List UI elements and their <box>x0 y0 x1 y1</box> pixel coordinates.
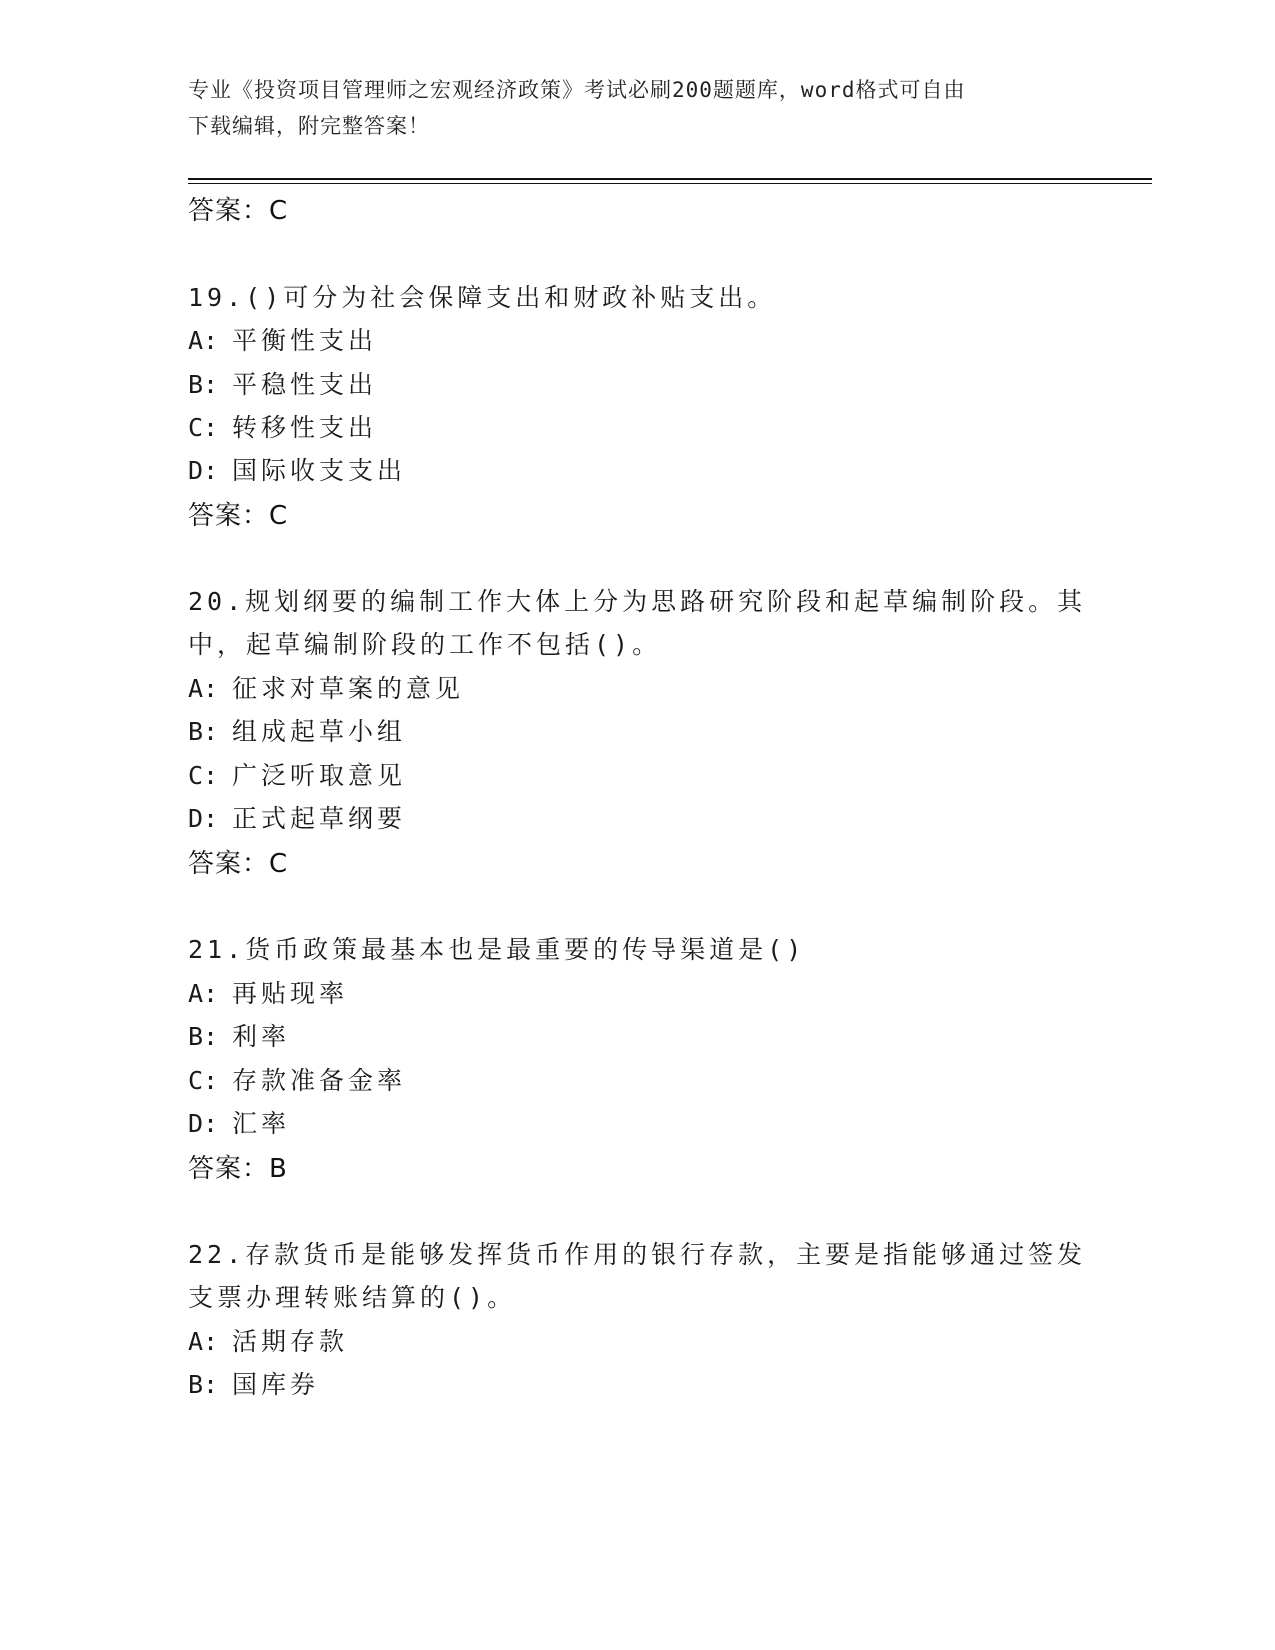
option-text: 再贴现率 <box>232 979 349 1008</box>
option-letter: C: <box>188 1066 219 1095</box>
document-header <box>188 72 1068 144</box>
option-d <box>188 799 406 835</box>
option-text: 存款准备金率 <box>232 1066 407 1095</box>
question-text-cont: 中，起草编制阶段的工作不包括()。 <box>188 630 662 659</box>
question-text: 20.规划纲要的编制工作大体上分为思路研究阶段和起草编制阶段。其 <box>188 587 1087 616</box>
header-rule-thin <box>188 183 1152 184</box>
option-letter: C: <box>188 761 219 790</box>
answer: 答案：B <box>188 1154 288 1184</box>
option-a <box>188 669 464 705</box>
option-letter: A: <box>188 1327 219 1356</box>
option-text: 汇率 <box>232 1109 291 1138</box>
option-b <box>188 1365 319 1401</box>
option-c <box>188 1061 406 1097</box>
option-b <box>188 1017 290 1053</box>
question-text: 19.()可分为社会保障支出和财政补贴支出。 <box>188 283 777 312</box>
option-text: 组成起草小组 <box>232 717 407 746</box>
option-text: 广泛听取意见 <box>232 761 407 790</box>
option-d <box>188 1104 290 1140</box>
option-text: 国际收支支出 <box>232 456 407 485</box>
answer: 答案：C <box>188 501 289 531</box>
header-rule-thick <box>188 178 1152 180</box>
option-text: 活期存款 <box>232 1327 349 1356</box>
option-a <box>188 321 377 357</box>
option-b <box>188 712 406 748</box>
option-letter: D: <box>188 456 219 485</box>
question-text: 21.货币政策最基本也是最重要的传导渠道是() <box>188 935 806 964</box>
previous-answer: 答案：C <box>188 196 289 226</box>
option-d <box>188 451 406 487</box>
option-letter: A: <box>188 326 219 355</box>
option-a <box>188 1322 348 1358</box>
option-text: 国库券 <box>232 1370 320 1399</box>
option-text: 平衡性支出 <box>232 326 378 355</box>
option-letter: B: <box>188 1022 219 1051</box>
option-letter: B: <box>188 1370 219 1399</box>
option-text: 正式起草纲要 <box>232 804 407 833</box>
option-c <box>188 756 406 792</box>
option-letter: A: <box>188 674 219 703</box>
option-a <box>188 974 348 1010</box>
question-text-cont: 支票办理转账结算的()。 <box>188 1283 517 1312</box>
option-text: 征求对草案的意见 <box>232 674 465 703</box>
option-letter: B: <box>188 370 219 399</box>
option-text: 转移性支出 <box>232 413 378 442</box>
option-letter: D: <box>188 1109 219 1138</box>
option-letter: B: <box>188 717 219 746</box>
option-text: 利率 <box>232 1022 291 1051</box>
answer: 答案：C <box>188 849 289 879</box>
option-letter: C: <box>188 413 219 442</box>
option-text: 平稳性支出 <box>232 370 378 399</box>
question-text: 22.存款货币是能够发挥货币作用的银行存款，主要是指能够通过签发 <box>188 1240 1087 1269</box>
option-c <box>188 408 377 444</box>
header-line-2: 下载编辑，附完整答案！ <box>188 114 430 138</box>
option-letter: D: <box>188 804 219 833</box>
option-b <box>188 365 377 401</box>
header-line-1: 专业《投资项目管理师之宏观经济政策》考试必刷200题题库，word格式可自由 <box>188 78 966 102</box>
option-letter: A: <box>188 979 219 1008</box>
